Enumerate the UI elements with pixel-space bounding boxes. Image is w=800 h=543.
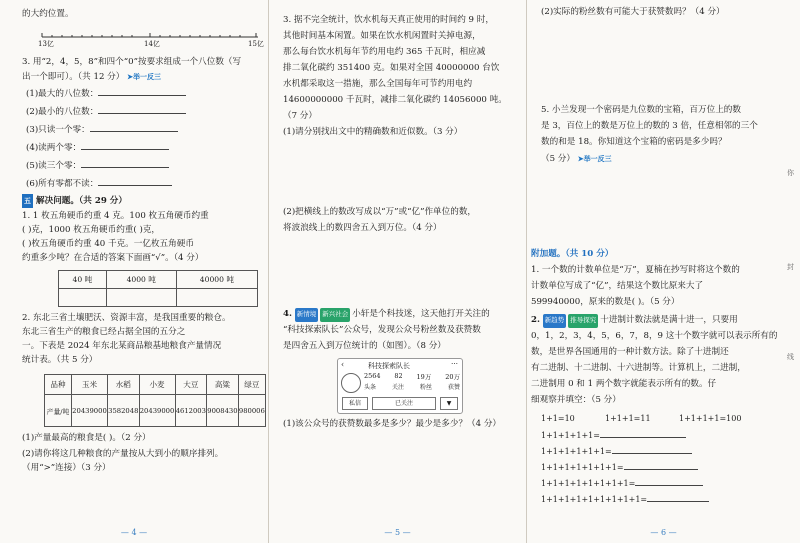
p5-line4: （5 分） ➤举一反三: [541, 154, 612, 164]
p1-line3: ( )枚五角硬币约重 40 千克。一亿枚五角硬币: [22, 239, 194, 249]
e2-line1: 2. 新趋势 推导探究 十进制计数法就是满十进一，只要用: [531, 314, 738, 328]
crop-cell: 高粱: [207, 375, 239, 395]
message-button[interactable]: 私信: [342, 397, 368, 410]
answer-line[interactable]: [98, 176, 172, 186]
p2-line2: 东北三省生产的粮食已经占据全国的五分之: [22, 327, 186, 337]
equation: 1+1=10: [541, 414, 575, 423]
p3-line5: 水机都采取这一措施，那么全国每年可节约用电约: [283, 79, 473, 89]
account-card: [337, 358, 463, 414]
page-number: — 5 —: [384, 528, 411, 537]
answer-line[interactable]: [81, 158, 169, 168]
value-cell: 20439000: [139, 395, 175, 427]
check-cell[interactable]: [59, 289, 107, 307]
stats-label-row: [364, 382, 460, 391]
e2-line2: 0，1，2，3，4，5，6，7，8，9 这十个数字就可以表示所有的: [531, 331, 778, 341]
e2-line4: 有二进制、十二进制、十六进制等。计算机上，二进制，: [531, 363, 746, 373]
p4-line1: 4. 新情境 新兴社会 小轩是个科技迷，这天他打开关注的: [283, 308, 490, 322]
e1-line2: 计数单位写成了“亿”，结果这个数比原来大了: [531, 281, 704, 291]
badge-explore: 推导探究: [568, 314, 598, 328]
p2-q1: (1)产量最高的粮食是( )。（2 分）: [22, 433, 151, 443]
e1-line1: 1. 一个数的计数单位是“万”，夏楠在抄写时将这个数的: [531, 265, 740, 275]
p2-q2b: （用“>”连接）（3 分）: [22, 463, 111, 473]
p4-line3: 是四舍五入到万位统计的（如图）。（8 分）: [283, 341, 446, 351]
q3-item-5: (5)读三个零：: [26, 158, 169, 174]
more-icon[interactable]: ⋯: [451, 360, 458, 368]
q3-line1: 3. 用“2，4，5，8”和四个“0”按要求组成一个八位数（写: [22, 57, 242, 67]
extra-title: 附加题。（共 10 分）: [531, 249, 614, 259]
equation-row: 1+1+1+1+1+1=: [541, 444, 692, 459]
header-cell: 产量/吨: [45, 395, 72, 427]
p1-line4: 约重多少吨？在合适的答案下面画“√”。（4 分）: [22, 253, 204, 263]
ruler-label-14: 14亿: [144, 40, 160, 48]
p2-line4: 统计表。（共 5 分）: [22, 355, 98, 365]
equation-row: 1+1+1+1+1+1+1+1=: [541, 476, 703, 491]
p5-line3: 数的和是 18。你知道这个宝箱的密码是多少吗？: [541, 137, 727, 147]
binding-mark: 线: [787, 353, 794, 361]
equation-row: 1+1+1+1+1+1+1=: [541, 460, 698, 475]
p3-line7: （7 分）: [283, 111, 317, 121]
crop-cell: 大豆: [175, 375, 207, 395]
top-text: 的大约位置。: [22, 9, 74, 19]
answer-line[interactable]: [90, 122, 178, 132]
option-cell: 4000 吨: [106, 271, 176, 289]
q3-item-4: (4)读两个零：: [26, 140, 169, 156]
check-cell[interactable]: [176, 289, 257, 307]
answer-line[interactable]: [98, 104, 186, 114]
page-6: [527, 0, 800, 543]
equation-row: 1+1+1+1+1+1+1+1+1=: [541, 492, 709, 507]
stat-label: 头条: [364, 384, 377, 391]
crop-cell: 绿豆: [238, 375, 265, 395]
header-cell: 品种: [45, 375, 72, 395]
stat-label: 关注: [391, 384, 404, 391]
value-cell: 9008430: [207, 395, 239, 427]
p5-line2: 是 3，百位上的数是万位上的数的 3 倍，任意相邻的三个: [541, 121, 758, 131]
p3-line1: 3. 据不完全统计，饮水机每天真正使用的时间约 9 时，: [283, 15, 494, 25]
equation-row: 1+1+1+1+1=: [541, 428, 686, 443]
q3-item-1: (1)最大的八位数：: [26, 86, 186, 102]
p2-line3: 一。下表是 2024 年东北某商品粮基地粮食产量情况: [22, 341, 222, 351]
answer-line[interactable]: [98, 86, 186, 96]
binding-mark: 你: [787, 169, 794, 177]
practice-tag: ➤举一反三: [127, 72, 161, 81]
stat-value: 19万: [416, 373, 432, 381]
page-4: [0, 0, 269, 543]
option-cell: 40000 吨: [176, 271, 257, 289]
p3-q2a: (2)把横线上的数改写成以“万”或“亿”作单位的数，: [283, 207, 477, 217]
ruler-label-13: 13亿: [38, 40, 54, 48]
p3-line6: 14600000000 千瓦时，减排二氧化碳约 14056000 吨。: [283, 95, 507, 105]
value-cell: 20439000: [72, 395, 108, 427]
equation: 1+1+1=11: [605, 414, 651, 423]
answer-line[interactable]: [612, 444, 692, 454]
stat-label: 获赞: [447, 384, 460, 391]
section-5-header: 五 解决问题。（共 29 分）: [24, 196, 127, 206]
p1-line2: ( )克，1000 枚五角硬币约重( )克，: [22, 225, 161, 235]
e1-line3: 599940000，原来的数是( )。（5 分）: [531, 297, 680, 307]
p3-line3: 那么每台饮水机每年节约用电约 365 千瓦时，相应减: [283, 47, 486, 57]
grain-table: [44, 374, 266, 427]
page-5: [269, 0, 527, 543]
q3-line2: 出一个即可）。（共 12 分） ➤举一反三: [22, 72, 161, 82]
q3-item-3: (3)只读一个零：: [26, 122, 178, 138]
p2-q2a: (2)请你将这几种粮食的产量按从大到小的顺序排列。: [22, 449, 224, 459]
value-cell: 4612003: [175, 395, 207, 427]
answer-line[interactable]: [81, 140, 169, 150]
p5-line1: 5. 小兰发现一个密码是九位数的宝箱，百万位上的数: [541, 105, 741, 115]
q3-item-2: (2)最小的八位数：: [26, 104, 186, 120]
ruler-label-15: 15亿: [248, 40, 264, 48]
p3-line4: 排二氧化碳约 351400 克。如果对全国 40000000 台饮: [283, 63, 500, 73]
p3-q2b: 将波浪线上的数四舍五入到万位。（4 分）: [283, 223, 442, 233]
answer-line[interactable]: [624, 460, 698, 470]
answer-line[interactable]: [635, 476, 703, 486]
stat-value: 2564: [364, 372, 381, 380]
answer-line[interactable]: [647, 492, 709, 502]
stats-row: [364, 372, 460, 381]
option-cell: 40 吨: [59, 271, 107, 289]
p2-line1: 2. 东北三省土壤肥沃、资源丰富，是我国重要的粮仓。: [22, 313, 231, 323]
practice-tag: ➤举一反三: [577, 154, 612, 163]
p3-line2: 其他时间基本闲置。如果在饮水机闲置时关掉电源，: [283, 31, 481, 41]
page-number: — 4 —: [120, 528, 148, 537]
avatar-icon: [341, 373, 361, 393]
badge-new-scenario: 新情境: [295, 308, 319, 322]
equation: 1+1+1+1=100: [679, 414, 742, 423]
binding-mark: 封: [787, 263, 794, 271]
e2-line3: 数，是世界各国通用的一种计数方法。除了十进制还: [531, 347, 729, 357]
crop-cell: 玉米: [72, 375, 108, 395]
badge-new-trend: 新趋势: [543, 314, 567, 328]
stat-value: 20万: [445, 373, 460, 381]
crop-cell: 水稻: [107, 375, 139, 395]
badge-new-society: 新兴社会: [320, 308, 350, 322]
crop-cell: 小麦: [139, 375, 175, 395]
q3-item-6: (6)所有零都不读：: [26, 176, 172, 192]
e2-line5: 二进制用 0 和 1 两个数字就能表示所有的数。仔: [531, 379, 717, 389]
p4-q2: (2)实际的粉丝数有可能大于获赞数吗？（4 分）: [541, 7, 725, 17]
answer-line[interactable]: [600, 428, 686, 438]
e2-line6: 细观察并填空：（5 分）: [531, 395, 621, 405]
p4-line2: “科技探索队长”公众号，发现公众号粉丝数及获赞数: [283, 325, 481, 335]
stat-value: 82: [394, 372, 403, 380]
p1-line1: 1. 1 枚五角硬币约重 4 克。100 枚五角硬币约重: [22, 211, 209, 221]
weight-options-table: [58, 270, 258, 307]
page-number: — 6 —: [650, 528, 677, 537]
value-cell: 3582048: [107, 395, 139, 427]
check-cell[interactable]: [106, 289, 176, 307]
stat-label: 粉丝: [419, 384, 432, 391]
dropdown-button[interactable]: ▼: [440, 397, 458, 410]
p3-q1: (1)请分别找出文中的精确数和近似数。（3 分）: [283, 127, 463, 137]
p4-q1: (1)该公众号的获赞数最多是多少？最少是多少？（4 分）: [283, 419, 502, 429]
account-title: 科技探索队长: [368, 362, 410, 370]
back-icon[interactable]: ‹: [341, 360, 345, 369]
followed-button[interactable]: 已关注: [372, 397, 436, 410]
value-cell: 980006: [238, 395, 265, 427]
